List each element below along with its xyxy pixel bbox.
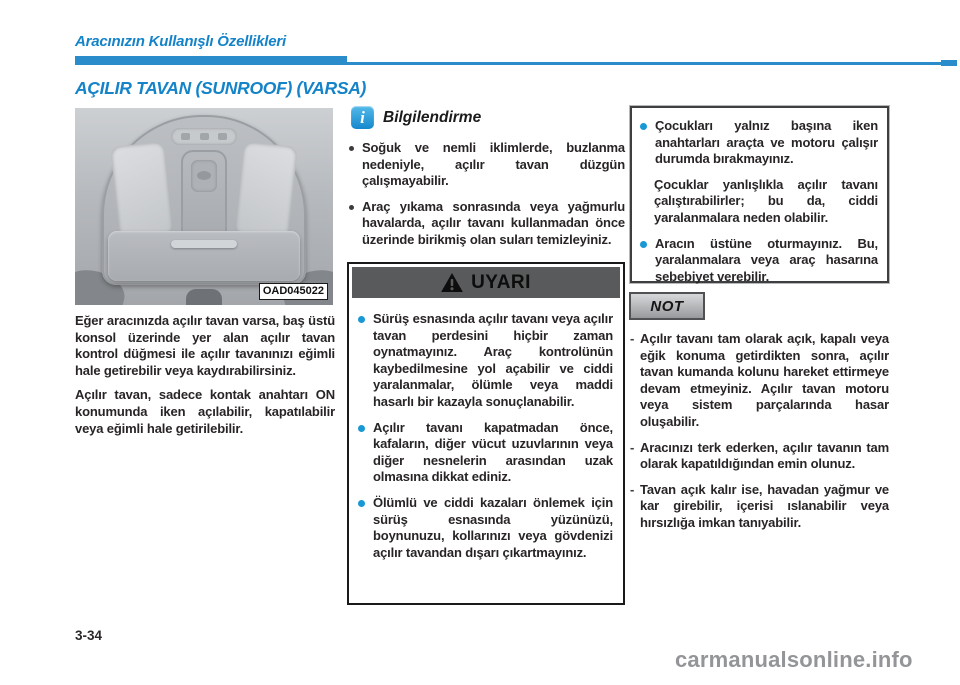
note-item-3: Tavan açık kalır ise, havadan yağmur ve kar girebilir, içerisi ıslanabilir veya hırsızlığa imkan tanıyabilir. xyxy=(640,481,889,530)
note-label-box: NOT xyxy=(629,292,705,320)
holder-handle xyxy=(171,240,237,248)
warning-box-header xyxy=(352,267,620,298)
note-list xyxy=(630,331,889,541)
map-lamp-left xyxy=(110,141,174,240)
information-heading-label: Bilgilendirme xyxy=(383,108,482,126)
list-item xyxy=(357,495,613,561)
bullet-icon xyxy=(358,500,365,507)
chapter-header: Aracınızın Kullanışlı Özellikleri xyxy=(75,33,286,50)
list-item xyxy=(347,199,625,249)
list-item xyxy=(639,236,878,286)
warning-bullet-5: Aracın üstüne oturmayınız. Bu, yaralanmalara veya araç hasarına sebebiyet verebilir. xyxy=(655,235,878,284)
warning-box xyxy=(347,262,625,605)
header-rule-thin xyxy=(75,62,943,65)
warning-box-body xyxy=(349,301,623,561)
warning-bullet-3: Ölümlü ve ciddi kazaları önlemek için sürüş esnasında yüzünüzü, boynunuzu, kollarınızı veya gövdenizi açılır tavandan dışarı çıkartmayınız. xyxy=(373,494,613,560)
list-item xyxy=(639,118,878,168)
bullet-icon xyxy=(349,205,354,210)
list-item xyxy=(357,311,613,411)
page-title: AÇILIR TAVAN (SUNROOF) (VARSA) xyxy=(75,78,367,98)
microphone-knob xyxy=(186,289,222,305)
list-item xyxy=(630,331,889,431)
sunglass-holder-door xyxy=(108,231,300,281)
intro-paragraph-1: Eğer aracınızda açılır tavan varsa, baş üstü konsol üzerinde yer alan açılır tavan kontrol düğmesi ile açılır tavanınızı eğimli hale getirebilir veya kaydırabilirsiniz. xyxy=(75,313,335,378)
warning-bullet-1: Sürüş esnasında açılır tavanı veya açılır tavan perdesini hiçbir zaman oynatmayınız. Araç kontrolünün kaybedilmesine yol açabilir ve ciddi yaralanmalar, ölümle veya maddi hasarlı bir kazayla sonuçlanabilir. xyxy=(373,311,613,409)
warning-box-continued xyxy=(630,106,889,283)
lamp-switch-cluster xyxy=(171,128,237,145)
bullet-icon xyxy=(358,425,365,432)
information-heading xyxy=(351,106,481,129)
warning-triangle-icon xyxy=(441,273,463,292)
info-icon: i xyxy=(351,106,374,129)
sunroof-console-photo xyxy=(75,108,333,305)
warning-bullet-4-continuation: Çocuklar yanlışlıkla açılır tavanı çalıştırabilirler; bu da, ciddi yaralanmalara neden olabilir. xyxy=(654,176,878,225)
warning-bullet-2: Açılır tavanı kapatmadan önce, kafaların, diğer vücut uzuvlarının veya diğer nesnelerin arasından uzak olmasına dikkat ediniz. xyxy=(373,419,613,485)
dash-bullet-icon: - xyxy=(630,439,635,455)
page-number: 3-34 xyxy=(75,628,103,643)
note-item-2: Aracınızı terk ederken, açılır tavanın tam olarak kapatıldığından emin olunuz. xyxy=(640,439,889,472)
watermark-text: carmanualsonline.info xyxy=(675,647,913,672)
dash-bullet-icon: - xyxy=(630,331,635,346)
bullet-icon xyxy=(640,123,647,130)
list-item xyxy=(357,420,613,486)
map-lamp-right xyxy=(234,141,298,240)
bullet-icon xyxy=(358,316,365,323)
note-item-1: Açılır tavanı tam olarak açık, kapalı veya eğik konuma getirdikten sonra, açılır tavan kumanda kolunu hareket ettirmeye devam etmeyiniz. Açılır tavan motoru veya sistem parçalarında hasar oluşabilir. xyxy=(640,331,889,429)
header-rule-end-tick xyxy=(941,60,957,66)
info-bullet-1: Soğuk ve nemli iklimlerde, buzlanma nedeniyle, açılır tavan düzgün çalışmayabilir. xyxy=(362,140,625,189)
warning-bullet-4: Çocukları yalnız başına iken anahtarları araçta ve motoru çalışır durumda bırakmayınız. xyxy=(655,118,878,167)
intro-text xyxy=(75,313,335,445)
list-item xyxy=(347,140,625,190)
list-item xyxy=(630,440,889,473)
list-item xyxy=(630,482,889,532)
sunroof-control-switch xyxy=(191,160,217,192)
bullet-icon xyxy=(640,241,647,248)
intro-paragraph-2: Açılır tavan, sadece kontak anahtarı ON konumunda iken açılabilir, kapatılabilir veya eğimli hale getirilebilir. xyxy=(75,387,335,436)
warning-title: UYARI xyxy=(471,271,531,293)
dash-bullet-icon: - xyxy=(630,481,635,497)
information-bullet-list xyxy=(347,140,625,258)
bullet-icon xyxy=(349,146,354,151)
info-bullet-2: Araç yıkama sonrasında veya yağmurlu havalarda, açılır tavanı kullanmadan önce üzerinde birikmiş olan suları temizleyiniz. xyxy=(362,198,625,247)
figure-code-label: OAD045022 xyxy=(259,283,328,300)
